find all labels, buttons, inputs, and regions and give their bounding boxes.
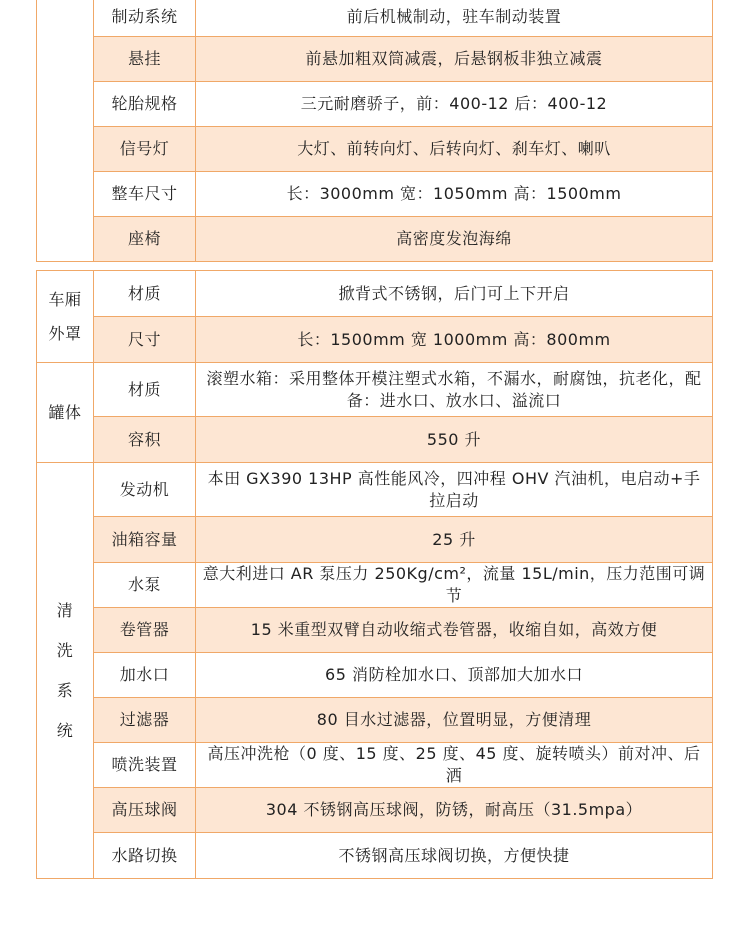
- row-label: 油箱容量: [94, 517, 196, 563]
- row-value: 304 不锈钢高压球阀，防锈，耐高压（31.5mpa）: [196, 788, 713, 833]
- row-label: 制动系统: [94, 0, 196, 37]
- table-row: [37, 127, 713, 172]
- row-label: 水泵: [94, 563, 196, 608]
- row-label: 发动机: [94, 463, 196, 517]
- row-value: 550 升: [196, 417, 713, 463]
- row-value: 不锈钢高压球阀切换，方便快捷: [196, 833, 713, 879]
- row-label: 加水口: [94, 653, 196, 698]
- row-value: 本田 GX390 13HP 高性能风冷，四冲程 OHV 汽油机，电启动+手拉启动: [196, 463, 713, 517]
- group-body-line2: 外罩: [48, 323, 82, 343]
- group-cell-blank: [37, 0, 94, 262]
- table-row: [37, 517, 713, 563]
- group-clean-char: 洗: [56, 640, 74, 660]
- row-value: 80 目水过滤器，位置明显，方便清理: [196, 698, 713, 743]
- row-value: 掀背式不锈钢，后门可上下开启: [196, 271, 713, 317]
- row-label: 整车尺寸: [94, 172, 196, 217]
- table-row: [37, 463, 713, 517]
- row-value: 15 米重型双臂自动收缩式卷管器，收缩自如，高效方便: [196, 608, 713, 653]
- row-value: 前悬加粗双筒减震，后悬钢板非独立减震: [196, 37, 713, 82]
- row-label: 过滤器: [94, 698, 196, 743]
- group-body: [37, 271, 94, 363]
- row-value: 25 升: [196, 517, 713, 563]
- group-clean-char: 系: [56, 680, 74, 700]
- table-row: [37, 417, 713, 463]
- row-label: 容积: [94, 417, 196, 463]
- table-row: [37, 788, 713, 833]
- table-row: [37, 363, 713, 417]
- table-row: [37, 317, 713, 363]
- group-tank: 罐体: [37, 363, 94, 463]
- row-value: 大灯、前转向灯、后转向灯、刹车灯、喇叭: [196, 127, 713, 172]
- table-row: [37, 37, 713, 82]
- group-clean-char: 清: [56, 600, 74, 620]
- table-row: [37, 743, 713, 788]
- row-value: 前后机械制动，驻车制动装置: [196, 0, 713, 37]
- spec-table-bottom: [36, 270, 713, 879]
- row-label: 材质: [94, 271, 196, 317]
- group-clean-char: 统: [56, 720, 74, 740]
- group-clean: [37, 463, 94, 879]
- table-row: [37, 608, 713, 653]
- table-row: [37, 217, 713, 262]
- row-value: 三元耐磨骄子，前：400-12 后：400-12: [196, 82, 713, 127]
- row-value: 长：1500mm 宽 1000mm 高：800mm: [196, 317, 713, 363]
- row-value: 65 消防栓加水口、顶部加大加水口: [196, 653, 713, 698]
- row-label: 喷洗装置: [94, 743, 196, 788]
- row-label: 高压球阀: [94, 788, 196, 833]
- row-value: 高压冲洗枪（0 度、15 度、25 度、45 度、旋转喷头）前对冲、后洒: [196, 743, 713, 788]
- row-label: 信号灯: [94, 127, 196, 172]
- table-row: [37, 271, 713, 317]
- table-row: [37, 698, 713, 743]
- row-label: 尺寸: [94, 317, 196, 363]
- table-row: [37, 563, 713, 608]
- row-value: 高密度发泡海绵: [196, 217, 713, 262]
- spec-table-top: [36, 0, 713, 262]
- table-row: [37, 653, 713, 698]
- row-label: 材质: [94, 363, 196, 417]
- row-label: 水路切换: [94, 833, 196, 879]
- row-label: 轮胎规格: [94, 82, 196, 127]
- table-row: [37, 172, 713, 217]
- table-row: [37, 82, 713, 127]
- row-label: 卷管器: [94, 608, 196, 653]
- row-value: 长：3000mm 宽：1050mm 高：1500mm: [196, 172, 713, 217]
- row-label: 座椅: [94, 217, 196, 262]
- table-row: [37, 833, 713, 879]
- row-value: 滚塑水箱：采用整体开模注塑式水箱，不漏水，耐腐蚀，抗老化，配备：进水口、放水口、溢流口: [196, 363, 713, 417]
- group-body-line1: 车厢: [48, 289, 82, 309]
- row-value: 意大利进口 AR 泵压力 250Kg/cm²，流量 15L/min，压力范围可调节: [196, 563, 713, 608]
- table-row: [37, 0, 713, 37]
- row-label: 悬挂: [94, 37, 196, 82]
